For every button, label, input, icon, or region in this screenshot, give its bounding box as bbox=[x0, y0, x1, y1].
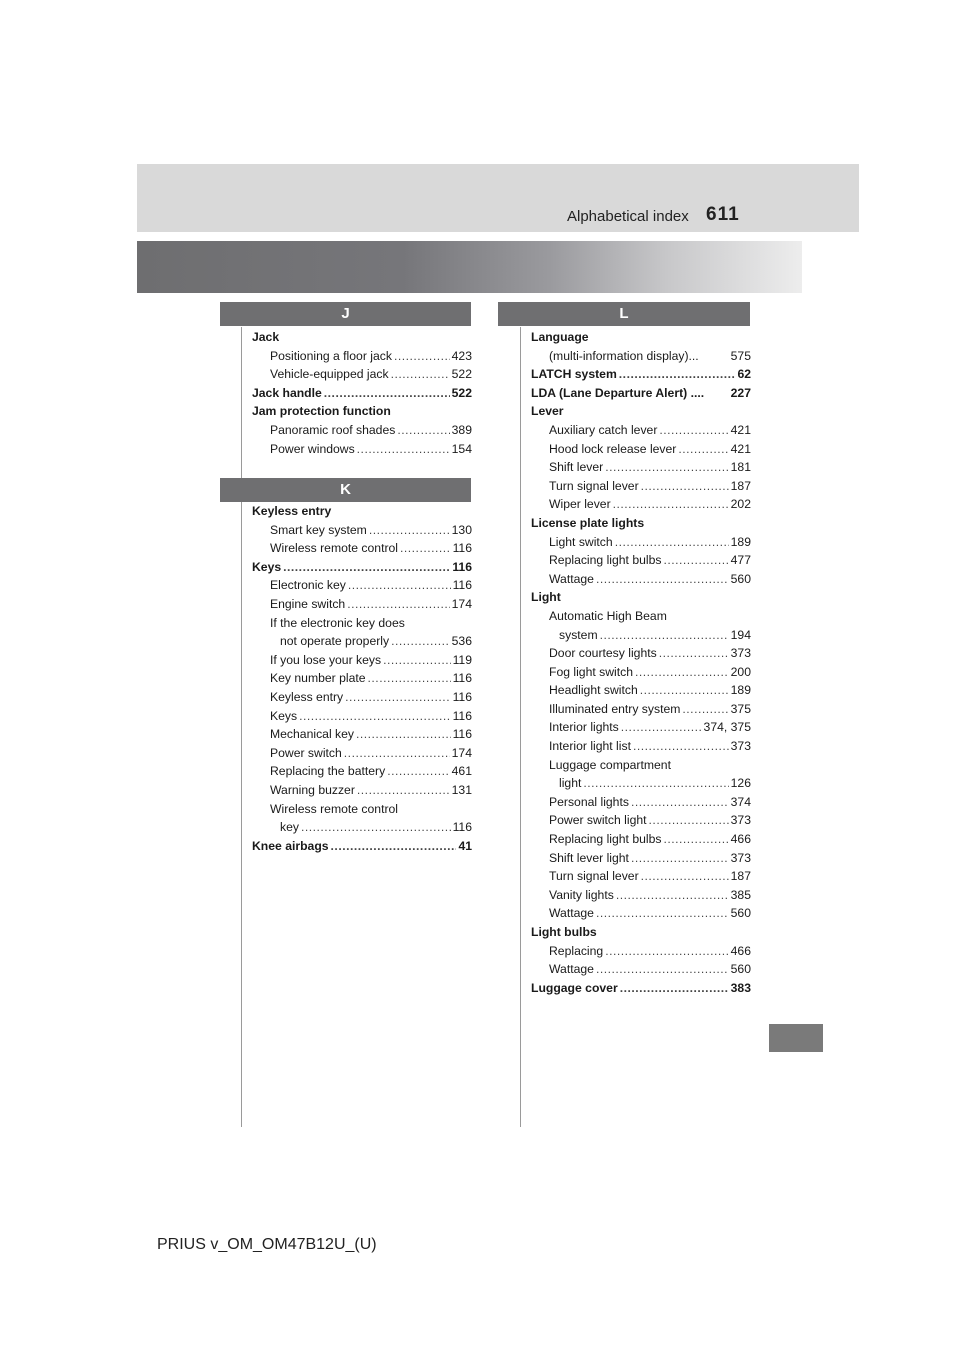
leader-dots bbox=[369, 521, 450, 540]
index-entry-text: Headlight switch bbox=[549, 683, 638, 698]
leader-dots bbox=[605, 458, 728, 477]
leader-dots bbox=[347, 595, 449, 614]
index-entry-page: 227 bbox=[730, 385, 751, 400]
index-entry-page: 202 bbox=[730, 497, 751, 512]
leader-dots bbox=[615, 533, 729, 552]
leader-dots bbox=[299, 707, 450, 726]
index-entry-page: 116 bbox=[452, 671, 472, 686]
index-entry bbox=[531, 663, 751, 682]
index-entry bbox=[531, 384, 751, 403]
index-entry-text: Wattage bbox=[549, 962, 594, 977]
index-entry-page: 194 bbox=[730, 627, 751, 642]
index-entry bbox=[252, 818, 472, 837]
index-entry-text: If the electronic key does bbox=[270, 615, 405, 630]
leader-dots bbox=[659, 644, 729, 663]
index-entry bbox=[531, 904, 751, 923]
index-entry bbox=[531, 458, 751, 477]
index-entry-page: 383 bbox=[730, 980, 751, 995]
index-entry-text: Language bbox=[531, 330, 589, 344]
index-entry-page: 389 bbox=[451, 422, 472, 437]
index-entry bbox=[531, 421, 751, 440]
leader-dots bbox=[649, 811, 729, 830]
index-entry bbox=[252, 502, 472, 521]
index-entry-text: Jack bbox=[252, 330, 280, 344]
index-entry-text: Door courtesy lights bbox=[549, 646, 657, 661]
section-header-k: K bbox=[220, 478, 471, 502]
section-header-l: L bbox=[498, 302, 750, 326]
leader-dots bbox=[596, 570, 729, 589]
leader-dots bbox=[613, 495, 729, 514]
page-number: 611 bbox=[706, 204, 740, 225]
index-entry-page: 200 bbox=[730, 664, 751, 679]
index-entry-text: Keys bbox=[252, 559, 282, 574]
index-entry-text: Turn signal lever bbox=[549, 478, 639, 493]
index-entry-text: Light bbox=[531, 590, 561, 605]
index-entry-page: 174 bbox=[451, 596, 472, 611]
index-entry-text: Knee airbags bbox=[252, 838, 329, 853]
index-entry bbox=[252, 440, 472, 459]
index-entry-page: 187 bbox=[730, 869, 751, 884]
index-entry-text: key bbox=[280, 820, 299, 835]
index-entry-page: 385 bbox=[730, 887, 751, 902]
index-entry-text: Shift lever bbox=[549, 460, 604, 475]
index-entry-page: 373 bbox=[730, 850, 751, 865]
index-entry-text: License plate lights bbox=[531, 515, 645, 530]
leader-dots bbox=[324, 384, 450, 403]
leader-dots bbox=[620, 979, 729, 998]
leader-dots bbox=[663, 551, 728, 570]
index-entry-page: 174 bbox=[451, 745, 472, 760]
leader-dots bbox=[678, 440, 728, 459]
index-entry-page: 522 bbox=[451, 367, 472, 382]
index-entry-page: 116 bbox=[452, 820, 472, 835]
index-entry-text: Key number plate bbox=[270, 671, 366, 686]
leader-dots bbox=[600, 626, 729, 645]
index-entry bbox=[531, 570, 751, 589]
index-entry bbox=[252, 632, 472, 651]
index-entry-page: 119 bbox=[452, 652, 472, 667]
index-entry-text: Jam protection function bbox=[252, 404, 391, 419]
leader-dots bbox=[605, 942, 728, 961]
index-entry-text: Light bulbs bbox=[531, 925, 597, 939]
index-entry-page: 116 bbox=[452, 578, 472, 593]
index-entry bbox=[252, 725, 472, 744]
index-entry bbox=[531, 737, 751, 756]
side-thumb-tab bbox=[769, 1024, 823, 1052]
index-entry bbox=[531, 607, 751, 626]
leader-dots bbox=[301, 818, 451, 837]
index-entry-text: Illuminated entry system bbox=[549, 701, 681, 716]
index-entry bbox=[531, 588, 751, 607]
index-entry-page: 374, 375 bbox=[703, 720, 751, 735]
index-entry bbox=[252, 347, 472, 366]
index-entry-page: 560 bbox=[730, 962, 751, 977]
index-entry bbox=[531, 644, 751, 663]
index-entry-text: Hood lock release lever bbox=[549, 441, 677, 456]
index-entry bbox=[531, 886, 751, 905]
index-entry-page: 374 bbox=[730, 794, 751, 809]
index-entry bbox=[252, 837, 472, 856]
index-entry bbox=[252, 651, 472, 670]
index-entry bbox=[531, 830, 751, 849]
index-entry-text: Electronic key bbox=[270, 578, 346, 593]
index-entry bbox=[531, 681, 751, 700]
index-entry-text: Replacing the battery bbox=[270, 764, 386, 779]
index-entry-page: 373 bbox=[730, 739, 751, 754]
index-entry-text: Lever bbox=[531, 404, 564, 419]
leader-dots bbox=[356, 725, 451, 744]
index-entry-page: 181 bbox=[730, 460, 751, 475]
index-entry bbox=[531, 402, 751, 421]
index-entry-page: 116 bbox=[452, 727, 472, 742]
leader-dots bbox=[663, 830, 728, 849]
leader-dots bbox=[387, 762, 449, 781]
index-entry-text: Vanity lights bbox=[549, 887, 614, 902]
index-entry bbox=[531, 979, 751, 998]
leader-dots bbox=[616, 886, 729, 905]
leader-dots bbox=[640, 681, 729, 700]
leader-dots bbox=[391, 632, 450, 651]
index-entry bbox=[252, 707, 472, 726]
index-entry bbox=[252, 328, 472, 347]
index-entry-text: not operate properly bbox=[280, 634, 390, 649]
index-entry bbox=[252, 800, 472, 819]
index-entry-text: Luggage cover bbox=[531, 980, 618, 995]
leader-dots bbox=[283, 558, 450, 577]
index-entry-page: 116 bbox=[452, 541, 472, 556]
section-j-entries bbox=[252, 328, 472, 458]
index-entry-text: system bbox=[559, 627, 598, 642]
index-entry bbox=[531, 626, 751, 645]
column-divider-right bbox=[520, 327, 521, 1127]
leader-dots bbox=[357, 440, 450, 459]
index-entry-text: Panoramic roof shades bbox=[270, 422, 396, 437]
index-entry-page: 461 bbox=[451, 764, 472, 779]
index-entry-page: 116 bbox=[452, 689, 472, 704]
index-entry-page: 116 bbox=[452, 708, 472, 723]
index-entry bbox=[252, 744, 472, 763]
index-entry bbox=[252, 576, 472, 595]
index-entry-text: If you lose your keys bbox=[270, 652, 382, 667]
index-entry-page: 187 bbox=[730, 478, 751, 493]
index-entry bbox=[252, 614, 472, 633]
index-entry-text: Shift lever light bbox=[549, 850, 629, 865]
header-band bbox=[137, 164, 859, 232]
index-entry-text: Keyless entry bbox=[252, 504, 332, 518]
leader-dots bbox=[641, 477, 729, 496]
index-entry-text: Replacing bbox=[549, 943, 604, 958]
index-entry-page: 189 bbox=[730, 683, 751, 698]
index-entry-text: Keyless entry bbox=[270, 689, 344, 704]
leader-dots bbox=[631, 849, 729, 868]
index-entry-page: 154 bbox=[451, 441, 472, 456]
index-entry bbox=[252, 365, 472, 384]
index-entry-page: 373 bbox=[730, 813, 751, 828]
header-title: Alphabetical index bbox=[567, 208, 689, 225]
index-entry-page: 373 bbox=[730, 646, 751, 661]
index-entry-text: Mechanical key bbox=[270, 727, 354, 742]
index-entry-page: 477 bbox=[730, 553, 751, 568]
index-entry-page: 126 bbox=[730, 776, 751, 791]
index-entry-page: 536 bbox=[451, 634, 472, 649]
index-entry bbox=[531, 440, 751, 459]
index-entry-text: Replacing light bulbs bbox=[549, 553, 662, 568]
index-entry bbox=[531, 495, 751, 514]
index-entry bbox=[252, 558, 472, 577]
index-entry-text: Power windows bbox=[270, 441, 355, 456]
index-entry-text: Power switch bbox=[270, 745, 342, 760]
leader-dots bbox=[348, 576, 451, 595]
leader-dots bbox=[641, 867, 729, 886]
index-entry-page: 421 bbox=[730, 422, 751, 437]
index-entry bbox=[252, 521, 472, 540]
index-entry-page: 375 bbox=[730, 701, 751, 716]
decorative-gradient-band bbox=[137, 241, 802, 293]
index-entry-text: Wiper lever bbox=[549, 497, 611, 512]
index-entry bbox=[252, 669, 472, 688]
index-entry bbox=[531, 942, 751, 961]
index-entry-text: Turn signal lever bbox=[549, 869, 639, 884]
index-entry-text: LATCH system bbox=[531, 367, 617, 382]
index-entry-text: Positioning a floor jack bbox=[270, 348, 392, 363]
leader-dots bbox=[633, 737, 729, 756]
leader-dots bbox=[331, 837, 457, 856]
leader-dots bbox=[659, 421, 728, 440]
index-entry bbox=[252, 384, 472, 403]
index-entry bbox=[252, 762, 472, 781]
leader-dots bbox=[635, 663, 729, 682]
column-divider-left bbox=[241, 327, 242, 1127]
index-entry-text: Wattage bbox=[549, 906, 594, 921]
leader-dots bbox=[357, 781, 450, 800]
index-entry-page: 421 bbox=[730, 441, 751, 456]
index-entry-page: 560 bbox=[730, 571, 751, 586]
index-entry-page: 41 bbox=[458, 838, 472, 853]
index-entry bbox=[531, 867, 751, 886]
index-entry-text: (multi-information display)... bbox=[549, 348, 699, 363]
index-entry bbox=[531, 551, 751, 570]
index-entry bbox=[531, 347, 751, 366]
index-entry bbox=[531, 514, 751, 533]
leader-dots bbox=[631, 793, 729, 812]
section-l-entries bbox=[531, 328, 751, 997]
index-entry-page: 522 bbox=[451, 385, 472, 400]
index-entry-text: Light switch bbox=[549, 534, 613, 549]
index-entry bbox=[531, 477, 751, 496]
index-entry-text: Power switch light bbox=[549, 813, 647, 828]
leader-dots bbox=[345, 688, 450, 707]
index-entry-text: Auxiliary catch lever bbox=[549, 422, 658, 437]
index-entry-page: 62 bbox=[737, 367, 751, 382]
index-entry-text: Automatic High Beam bbox=[549, 608, 667, 623]
index-entry bbox=[531, 365, 751, 384]
index-entry-text: Fog light switch bbox=[549, 664, 633, 679]
index-entry bbox=[531, 328, 751, 347]
leader-dots bbox=[344, 744, 450, 763]
index-entry bbox=[531, 811, 751, 830]
index-entry bbox=[252, 539, 472, 558]
index-entry-text: Smart key system bbox=[270, 522, 367, 537]
index-entry bbox=[252, 688, 472, 707]
index-entry-text: Luggage compartment bbox=[549, 757, 671, 772]
leader-dots bbox=[583, 774, 728, 793]
index-entry bbox=[252, 781, 472, 800]
index-entry bbox=[531, 774, 751, 793]
section-k-entries bbox=[252, 502, 472, 855]
leader-dots bbox=[368, 669, 451, 688]
leader-dots bbox=[621, 718, 702, 737]
leader-dots bbox=[394, 347, 450, 366]
index-entry-page: 575 bbox=[730, 348, 751, 363]
index-entry-page: 560 bbox=[730, 906, 751, 921]
index-entry-text: Warning buzzer bbox=[270, 782, 355, 797]
index-entry-text: Vehicle-equipped jack bbox=[270, 367, 389, 382]
leader-dots bbox=[397, 421, 449, 440]
index-entry-text: light bbox=[559, 776, 582, 791]
index-entry-text: Personal lights bbox=[549, 794, 629, 809]
index-entry bbox=[531, 756, 751, 775]
index-entry-text: Replacing light bulbs bbox=[549, 832, 662, 847]
index-entry-page: 466 bbox=[730, 943, 751, 958]
index-entry bbox=[252, 595, 472, 614]
index-entry bbox=[531, 849, 751, 868]
index-entry bbox=[531, 700, 751, 719]
index-entry-text: Interior light list bbox=[549, 739, 631, 754]
index-entry-text: Interior lights bbox=[549, 720, 619, 735]
index-entry bbox=[531, 923, 751, 942]
leader-dots bbox=[391, 365, 450, 384]
index-entry-text: Jack handle bbox=[252, 385, 322, 400]
leader-dots bbox=[682, 700, 728, 719]
index-entry-text: LDA (Lane Departure Alert) .... bbox=[531, 385, 705, 400]
index-entry-page: 131 bbox=[451, 782, 472, 797]
index-entry bbox=[531, 533, 751, 552]
index-entry-page: 130 bbox=[451, 522, 472, 537]
leader-dots bbox=[596, 960, 729, 979]
index-entry-text: Wireless remote control bbox=[270, 801, 399, 816]
leader-dots bbox=[619, 365, 736, 384]
index-entry-page: 423 bbox=[451, 348, 472, 363]
section-header-j: J bbox=[220, 302, 471, 326]
leader-dots bbox=[596, 904, 729, 923]
index-entry bbox=[531, 793, 751, 812]
index-entry bbox=[531, 718, 751, 737]
document-footer: PRIUS v_OM_OM47B12U_(U) bbox=[157, 1236, 377, 1253]
index-entry-text: Keys bbox=[270, 708, 298, 723]
index-entry-page: 116 bbox=[452, 559, 472, 574]
index-entry-text: Engine switch bbox=[270, 596, 346, 611]
index-entry-page: 466 bbox=[730, 832, 751, 847]
index-entry-page: 189 bbox=[730, 534, 751, 549]
index-entry bbox=[252, 402, 472, 421]
index-entry bbox=[531, 960, 751, 979]
index-entry bbox=[252, 421, 472, 440]
index-entry-text: Wattage bbox=[549, 571, 594, 586]
leader-dots bbox=[400, 539, 451, 558]
leader-dots bbox=[383, 651, 450, 670]
index-entry-text: Wireless remote control bbox=[270, 541, 399, 556]
